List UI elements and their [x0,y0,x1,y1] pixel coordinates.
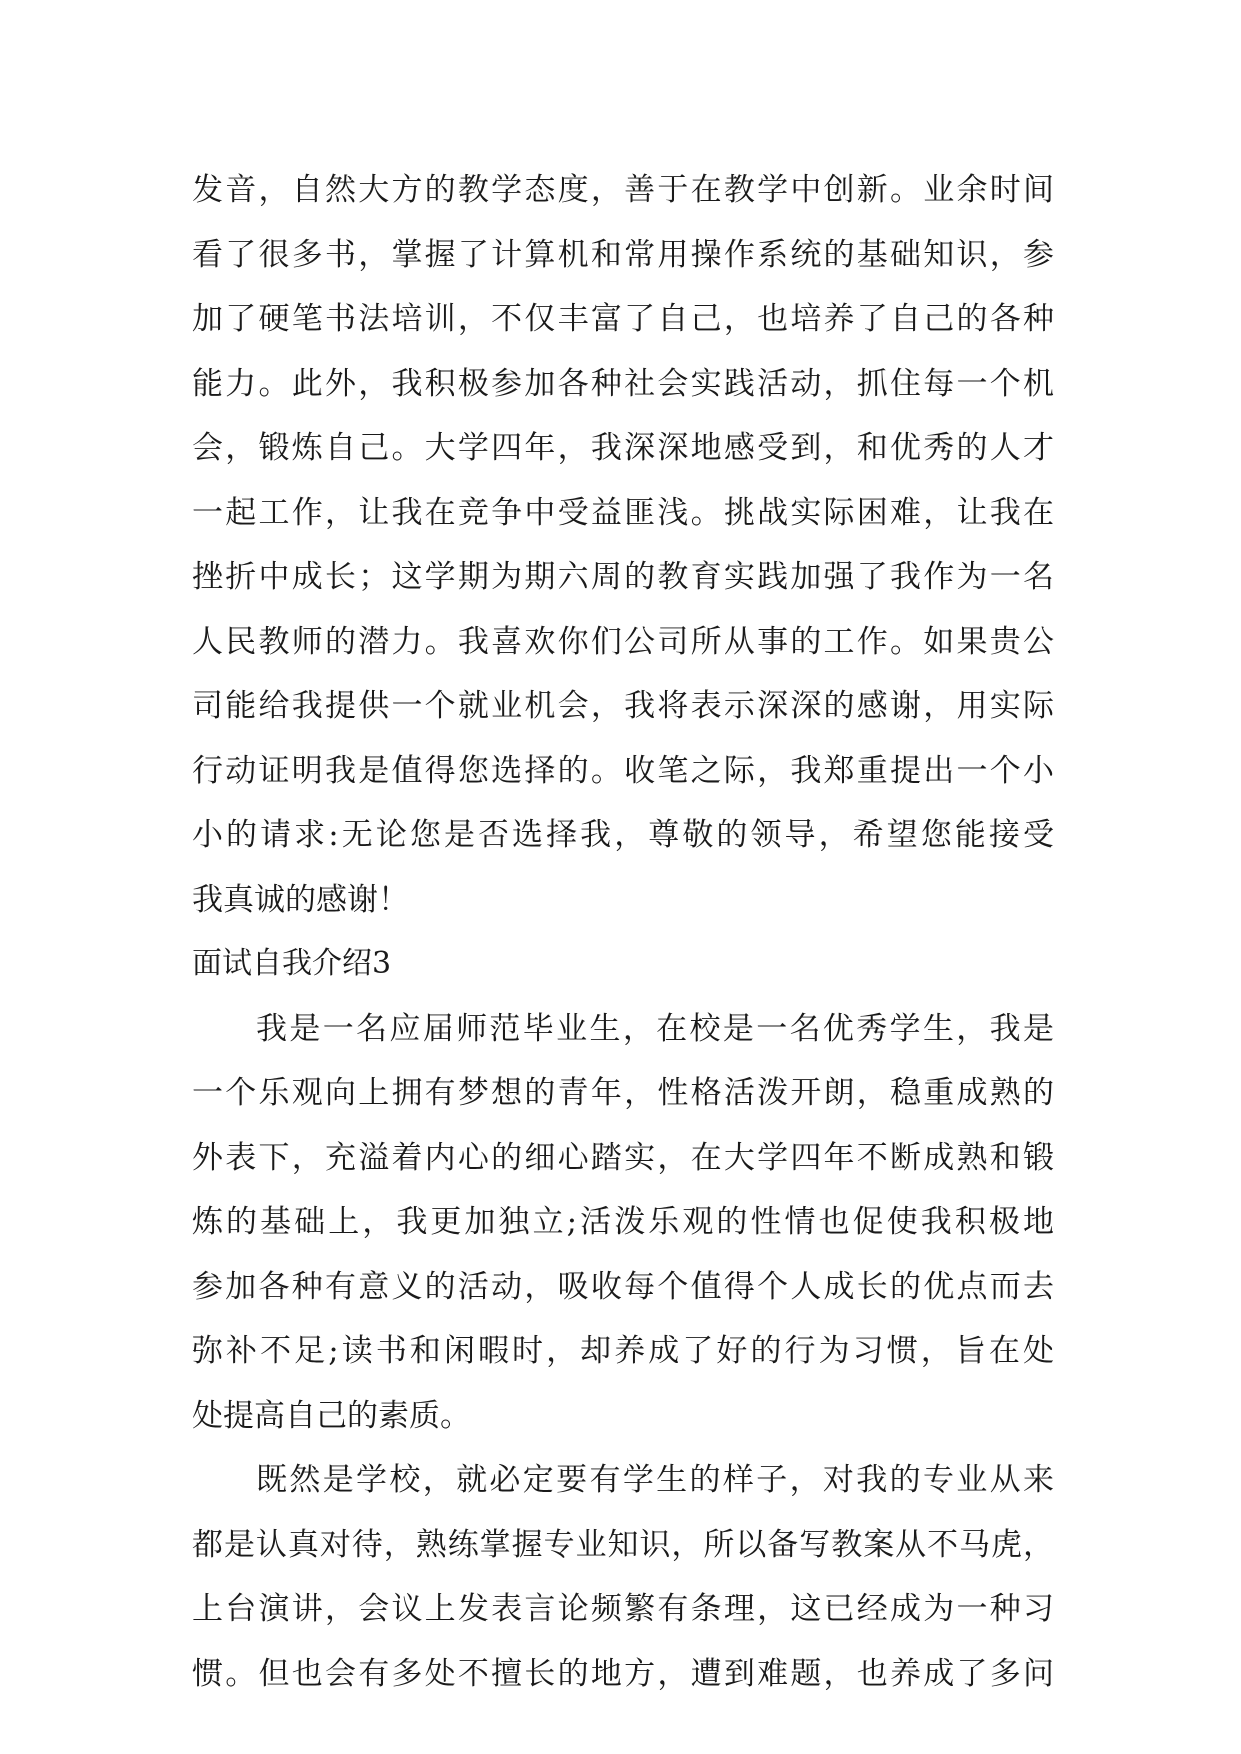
text-line: 能力。此外，我积极参加各种社会实践活动，抓住每一个机 [192,365,1054,402]
paragraph-3 [192,1448,1054,1706]
text-line: 人民教师的潜力。我喜欢你们公司所从事的工作。如果贵公 [192,623,1054,660]
text-line: 处提高自己的素质。 [192,1397,471,1434]
text-line: 我是一名应届师范毕业生，在校是一名优秀学生，我是 [256,1010,1054,1047]
document-body [192,158,1054,1706]
text-line: 参加各种有意义的活动，吸收每个值得个人成长的优点而去 [192,1268,1054,1305]
text-line: 惯。但也会有多处不擅长的地方，遭到难题，也养成了多问 [192,1655,1054,1692]
text-line: 弥补不足;读书和闲暇时，却养成了好的行为习惯，旨在处 [192,1333,1054,1369]
paragraph-2 [192,997,1054,1449]
text-line: 炼的基础上，我更加独立;活泼乐观的性情也促使我积极地 [192,1204,1054,1240]
text-line: 外表下，充溢着内心的细心踏实，在大学四年不断成熟和锻 [192,1139,1054,1176]
text-line: 司能给我提供一个就业机会，我将表示深深的感谢，用实际 [192,688,1054,724]
text-line: 发音，自然大方的教学态度，善于在教学中创新。业余时间 [192,172,1054,208]
paragraph-1 [192,158,1054,932]
text-line: 行动证明我是值得您选择的。收笔之际，我郑重提出一个小 [192,752,1054,789]
text-line: 既然是学校，就必定要有学生的样子，对我的专业从来 [256,1462,1054,1498]
text-line: 我真诚的感谢！ [192,881,409,918]
text-line: 上台演讲，会议上发表言论频繁有条理，这已经成为一种习 [192,1591,1054,1627]
text-line: 看了很多书，掌握了计算机和常用操作系统的基础知识，参 [192,236,1054,273]
text-line: 都是认真对待，熟练掌握专业知识，所以备写教案从不马虎， [192,1526,1054,1563]
section-heading: 面试自我介绍3 [192,946,392,981]
text-line: 一个乐观向上拥有梦想的青年，性格活泼开朗，稳重成熟的 [192,1075,1054,1111]
text-line: 挫折中成长；这学期为期六周的教育实践加强了我作为一名 [192,559,1054,595]
text-line: 小的请求:无论您是否选择我，尊敬的领导，希望您能接受 [192,817,1054,853]
text-line: 一起工作，让我在竞争中受益匪浅。挑战实际困难，让我在 [192,494,1054,531]
text-line: 加了硬笔书法培训，不仅丰富了自己，也培养了自己的各种 [192,301,1054,337]
text-line: 会，锻炼自己。大学四年，我深深地感受到，和优秀的人才 [192,430,1054,466]
